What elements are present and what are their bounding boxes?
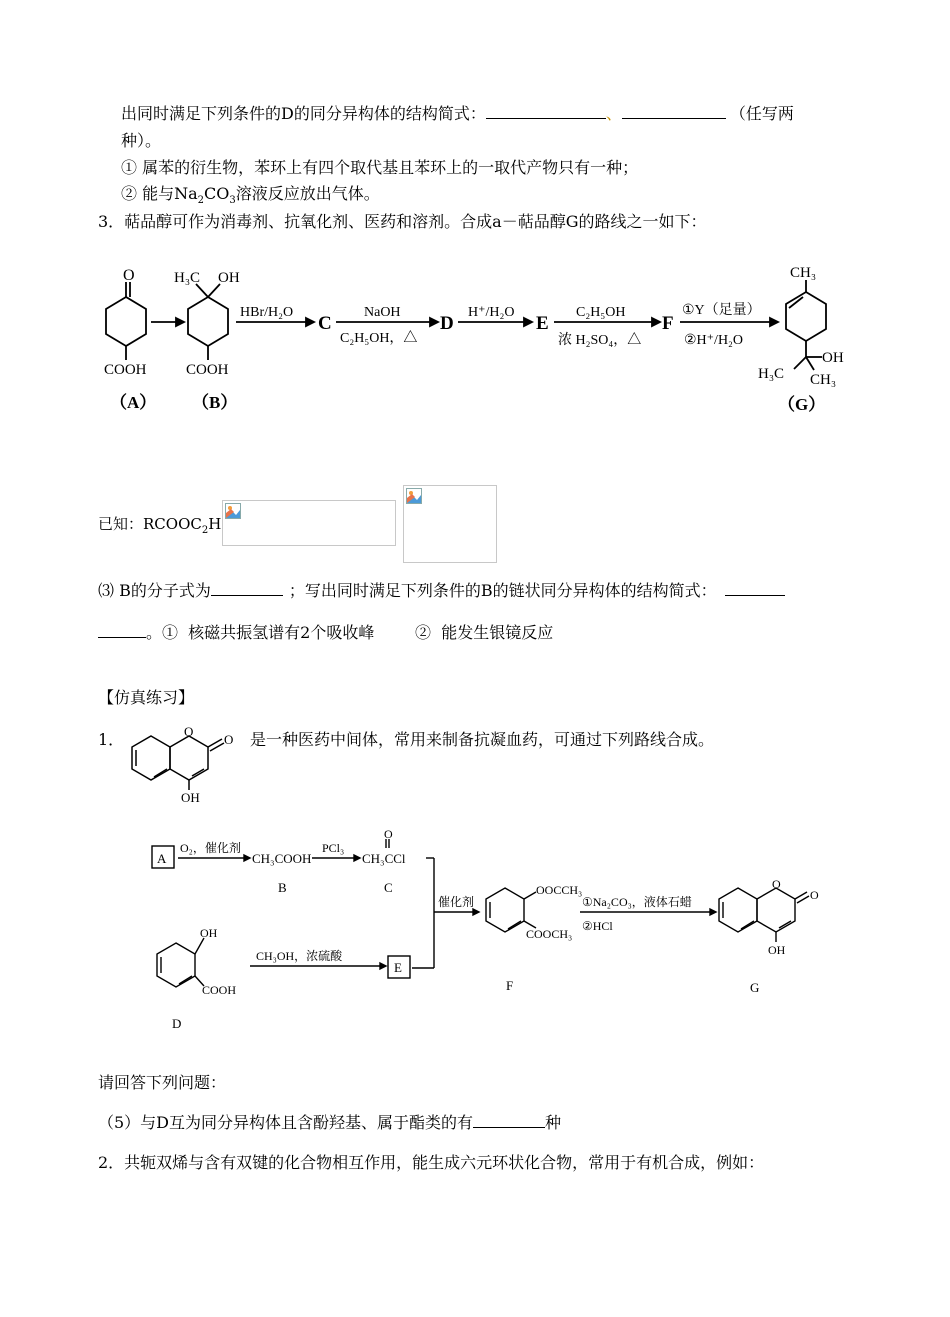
s2-na2co3: ①Na₂CO₃，液体石蜡 — [582, 895, 692, 909]
cond2-sub1: 2 — [197, 195, 205, 207]
s2-c: C — [384, 880, 393, 895]
q2-cont-line1 — [121, 103, 794, 125]
reagent-sulfuric-heat: 浓 H₂SO₄，△ — [558, 333, 642, 348]
broken-image — [222, 500, 396, 546]
s2-g-ring-o: O — [772, 877, 781, 891]
a-cooh: COOH — [104, 362, 147, 378]
known-text: 已知：RCOOC — [98, 515, 202, 533]
reagent-naoh: NaOH — [364, 305, 401, 320]
sub3-mid: ；写出同时满足下列条件的B的链状同分异构体的结构简式： — [288, 581, 717, 600]
q2-line1-text: 出同时满足下列条件的D的同分异构体的结构简式： — [121, 104, 486, 123]
label-a: （A） — [110, 393, 157, 412]
s2-g-carbonyl-o: O — [810, 888, 819, 902]
s2-b: B — [278, 880, 287, 895]
compound-f: F — [662, 313, 674, 334]
q3-stem: 3．萜品醇可作为消毒剂、抗氧化剂、医药和溶剂。合成a－萜品醇G的路线之一如下： — [98, 212, 707, 231]
s2-f-ester: OOCCH₃ — [536, 883, 583, 897]
cond2-mid: CO — [204, 184, 230, 203]
compound-e: E — [536, 313, 549, 334]
answer-blank[interactable] — [473, 1112, 545, 1128]
broken-image-icon — [225, 503, 241, 519]
s2-catalyst: 催化剂 — [438, 895, 475, 909]
label-b: （B） — [192, 393, 238, 412]
cond2-pre: ② 能与Na — [121, 184, 198, 203]
sim-q5 — [98, 1112, 561, 1134]
b-cooh: COOH — [186, 362, 229, 378]
s2-c-o: O — [384, 827, 393, 841]
coumarin-synthesis-scheme — [140, 826, 820, 1036]
s2-f: F — [506, 978, 514, 993]
g-ch3-top: CH₃ — [790, 265, 817, 281]
broken-image-icon — [406, 488, 422, 504]
cond2-sub2: 3 — [229, 195, 236, 207]
s2-f-methylester: COOCH₃ — [526, 927, 573, 941]
reagent-acid-workup: ②H⁺/H₂O — [684, 333, 744, 348]
q2-condition-2 — [121, 183, 380, 212]
s2-e: E — [394, 960, 402, 975]
reagent-acid-water: H⁺/H₂O — [468, 305, 515, 320]
answer-blank[interactable] — [725, 580, 785, 596]
known-reaction — [98, 513, 228, 542]
s2-d-oh: OH — [200, 926, 218, 940]
q3-sub3-line2 — [98, 622, 553, 644]
reagent-ethanol: C₂H₅OH — [576, 305, 626, 320]
q2-condition-1: ① 属苯的衍生物，苯环上有四个取代基且苯环上的一取代产物只有一种； — [121, 158, 639, 177]
ketone-o: O — [123, 267, 135, 284]
b-oh: OH — [218, 270, 240, 286]
b-h3c: H₃C — [174, 270, 201, 286]
s2-g: G — [750, 980, 760, 995]
s2-acetyl-chloride: CH₃CCl — [362, 851, 406, 866]
sub3-line2-text: 。① 核磁共振氢谱有2个吸收峰 ② 能发生银镜反应 — [146, 623, 554, 642]
sim-q1-text: 是一种医药中间体，常用来制备抗凝血药，可通过下列路线合成。 — [250, 730, 715, 749]
answer-blank[interactable] — [622, 103, 726, 119]
s2-hcl: ②HCl — [582, 919, 613, 933]
answer-blank[interactable] — [211, 580, 283, 596]
terpineol-synthesis-scheme — [96, 262, 856, 422]
reagent-y: ①Y（足量） — [682, 303, 761, 318]
cond2-post: 溶液反应放出气体。 — [235, 184, 380, 203]
sub3-pre: ⑶ B的分子式为 — [98, 581, 211, 600]
answer-blank[interactable] — [98, 622, 146, 638]
g-ch3-bottom: CH₃ — [810, 372, 837, 388]
g-h3c: H₃C — [758, 366, 785, 382]
s2-d-cooh: COOH — [202, 983, 237, 997]
compound-d: D — [440, 313, 454, 334]
q2-line1-tail: （任写两 — [729, 104, 794, 123]
label-g: （G） — [778, 395, 826, 414]
q3-sub3-line1 — [98, 580, 785, 602]
s2-methanol: CH₃OH，浓硫酸 — [256, 949, 343, 963]
answer-prompt: 请回答下列问题： — [98, 1073, 227, 1092]
known-h: H — [208, 515, 222, 533]
q2-cont-line2: 种）。 — [121, 131, 162, 150]
sim-q1-number: 1． — [98, 730, 125, 749]
separator: 、 — [605, 104, 622, 123]
compound-c: C — [318, 313, 332, 334]
s2-acetic-acid: CH₃COOH — [252, 851, 312, 866]
ring-a — [106, 297, 146, 346]
hydroxyl: OH — [181, 790, 200, 805]
simulation-heading: 【仿真练习】 — [98, 688, 195, 707]
q5-tail: 种 — [545, 1113, 562, 1132]
reagent-hbr: HBr/H₂O — [240, 305, 294, 320]
ring-o: O — [184, 724, 194, 739]
sim-q2-stem: 2．共轭双烯与含有双键的化合物相互作用，能生成六元环状化合物，常用于有机合成，例如： — [98, 1153, 765, 1172]
broken-image — [403, 485, 497, 563]
g-oh: OH — [822, 350, 844, 366]
carbonyl-o: O — [224, 732, 234, 747]
coumarin-molecule — [126, 722, 246, 808]
known-sub: 2 — [201, 525, 209, 536]
answer-blank[interactable] — [486, 103, 606, 119]
s2-o2-catalyst: O₂，催化剂 — [180, 841, 241, 855]
reagent-ethanol-heat: C₂H₅OH，△ — [340, 331, 418, 346]
s2-a: A — [157, 851, 167, 866]
s2-d: D — [172, 1016, 182, 1031]
s2-g-oh: OH — [768, 943, 786, 957]
s2-pcl3: PCl₃ — [322, 841, 345, 855]
q5-text: （5）与D互为同分异构体且含酚羟基、属于酯类的有 — [98, 1113, 474, 1132]
